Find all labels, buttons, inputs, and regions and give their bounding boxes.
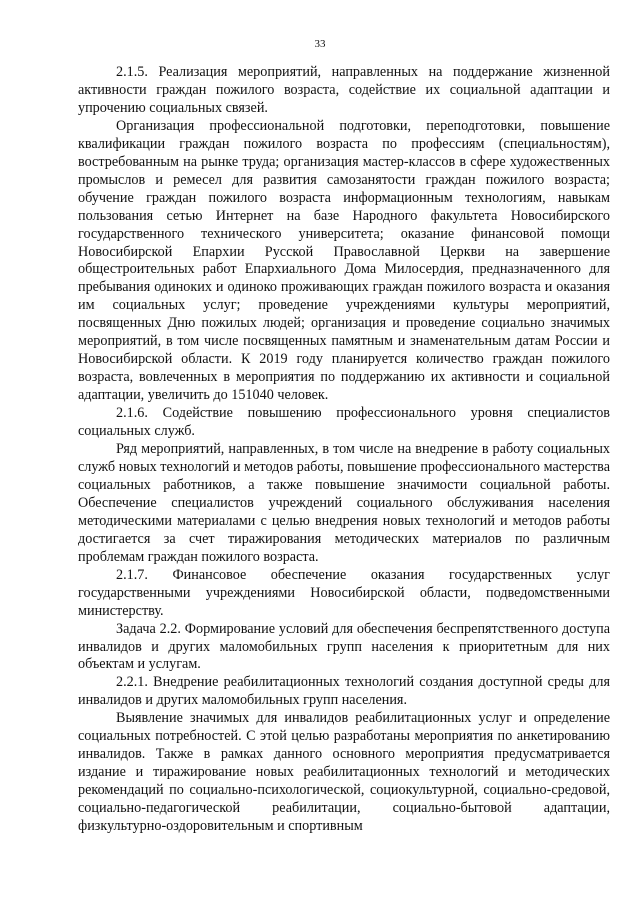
page-number: 33 [314, 38, 326, 50]
paragraph-2-1-7: 2.1.7. Финансовое обеспечение оказания государственных услуг государственными учреждениями Новосибирской области, подведомственными министерству. [78, 566, 610, 619]
paragraph-2-1-6: 2.1.6. Содействие повышению профессионального уровня специалистов социальных служб. [78, 405, 610, 440]
paragraph-new-technologies: Ряд мероприятий, направленных, в том числе на внедрение в работу социальных служб новых технологий и методов работы, повышение профессионального мастерства социальных работников, а также повышение значимости социальной работы. Обеспечение специалистов учреждений социального обслуживания населения методическими материалами с целью внедрения новых технологий и методов работы достигается за счет тиражирования методических материалов по различным проблемам граждан пожилого возраста. [78, 441, 610, 565]
paragraph-2-2-1: 2.2.1. Внедрение реабилитационных технологий создания доступной среды для инвалидов и других маломобильных групп населения. [78, 674, 610, 709]
document-body [78, 64, 610, 836]
paragraph-2-1-5: 2.1.5. Реализация мероприятий, направленных на поддержание жизненной активности граждан пожилого возраста, содействие их социальной адаптации и упрочению социальных связей. [78, 64, 610, 116]
paragraph-professional-training: Организация профессиональной подготовки, переподготовки, повышение квалификации граждан пожилого возраста по профессиям (специальностям), востребованным на рынке труда; организация мастер-классов в сфере художественных промыслов и ремесел для развития самозанятости граждан пожилого возраста; обучение граждан пожилого возраста информационным технологиям, навыкам пользования сетью Интернет на базе Народного факультета Новосибирского государственного технического университета; оказание финансовой помощи Новосибирской Епархии Русской Православной Церкви на завершение общестроительных работ Епархиального Дома Милосердия, предназначенного для пребывания одиноких и одиноко проживающих граждан пожилого возраста и оказания им социальных услуг; проведение учреждениями культуры мероприятий, посвященных Дню пожилых людей; организация и проведение социально значимых мероприятий, в том числе посвященных памятным и знаменательным датам России и Новосибирской области. К 2019 году планируется количество граждан пожилого возраста, вовлеченных в мероприятия по поддержанию их активности и социальной адаптации, увеличить до 151040 человек. [78, 117, 610, 404]
paragraph-task-2-2: Задача 2.2. Формирование условий для обеспечения беспрепятственного доступа инвалидов и других маломобильных групп населения к приоритетным для них объектам и услугам. [78, 620, 610, 673]
paragraph-rehabilitation-services: Выявление значимых для инвалидов реабилитационных услуг и определение социальных потребностей. С этой целью разработаны мероприятия по анкетированию инвалидов. Также в рамках данного основного мероприятия предусматривается издание и тиражирование новых реабилитационных технологий и методических рекомендаций по социально-психологической, социокультурной, социально-средовой, социально-педагогической реабилитации, социально-бытовой адаптации, физкультурно-оздоровительным и спортивным [78, 710, 610, 835]
